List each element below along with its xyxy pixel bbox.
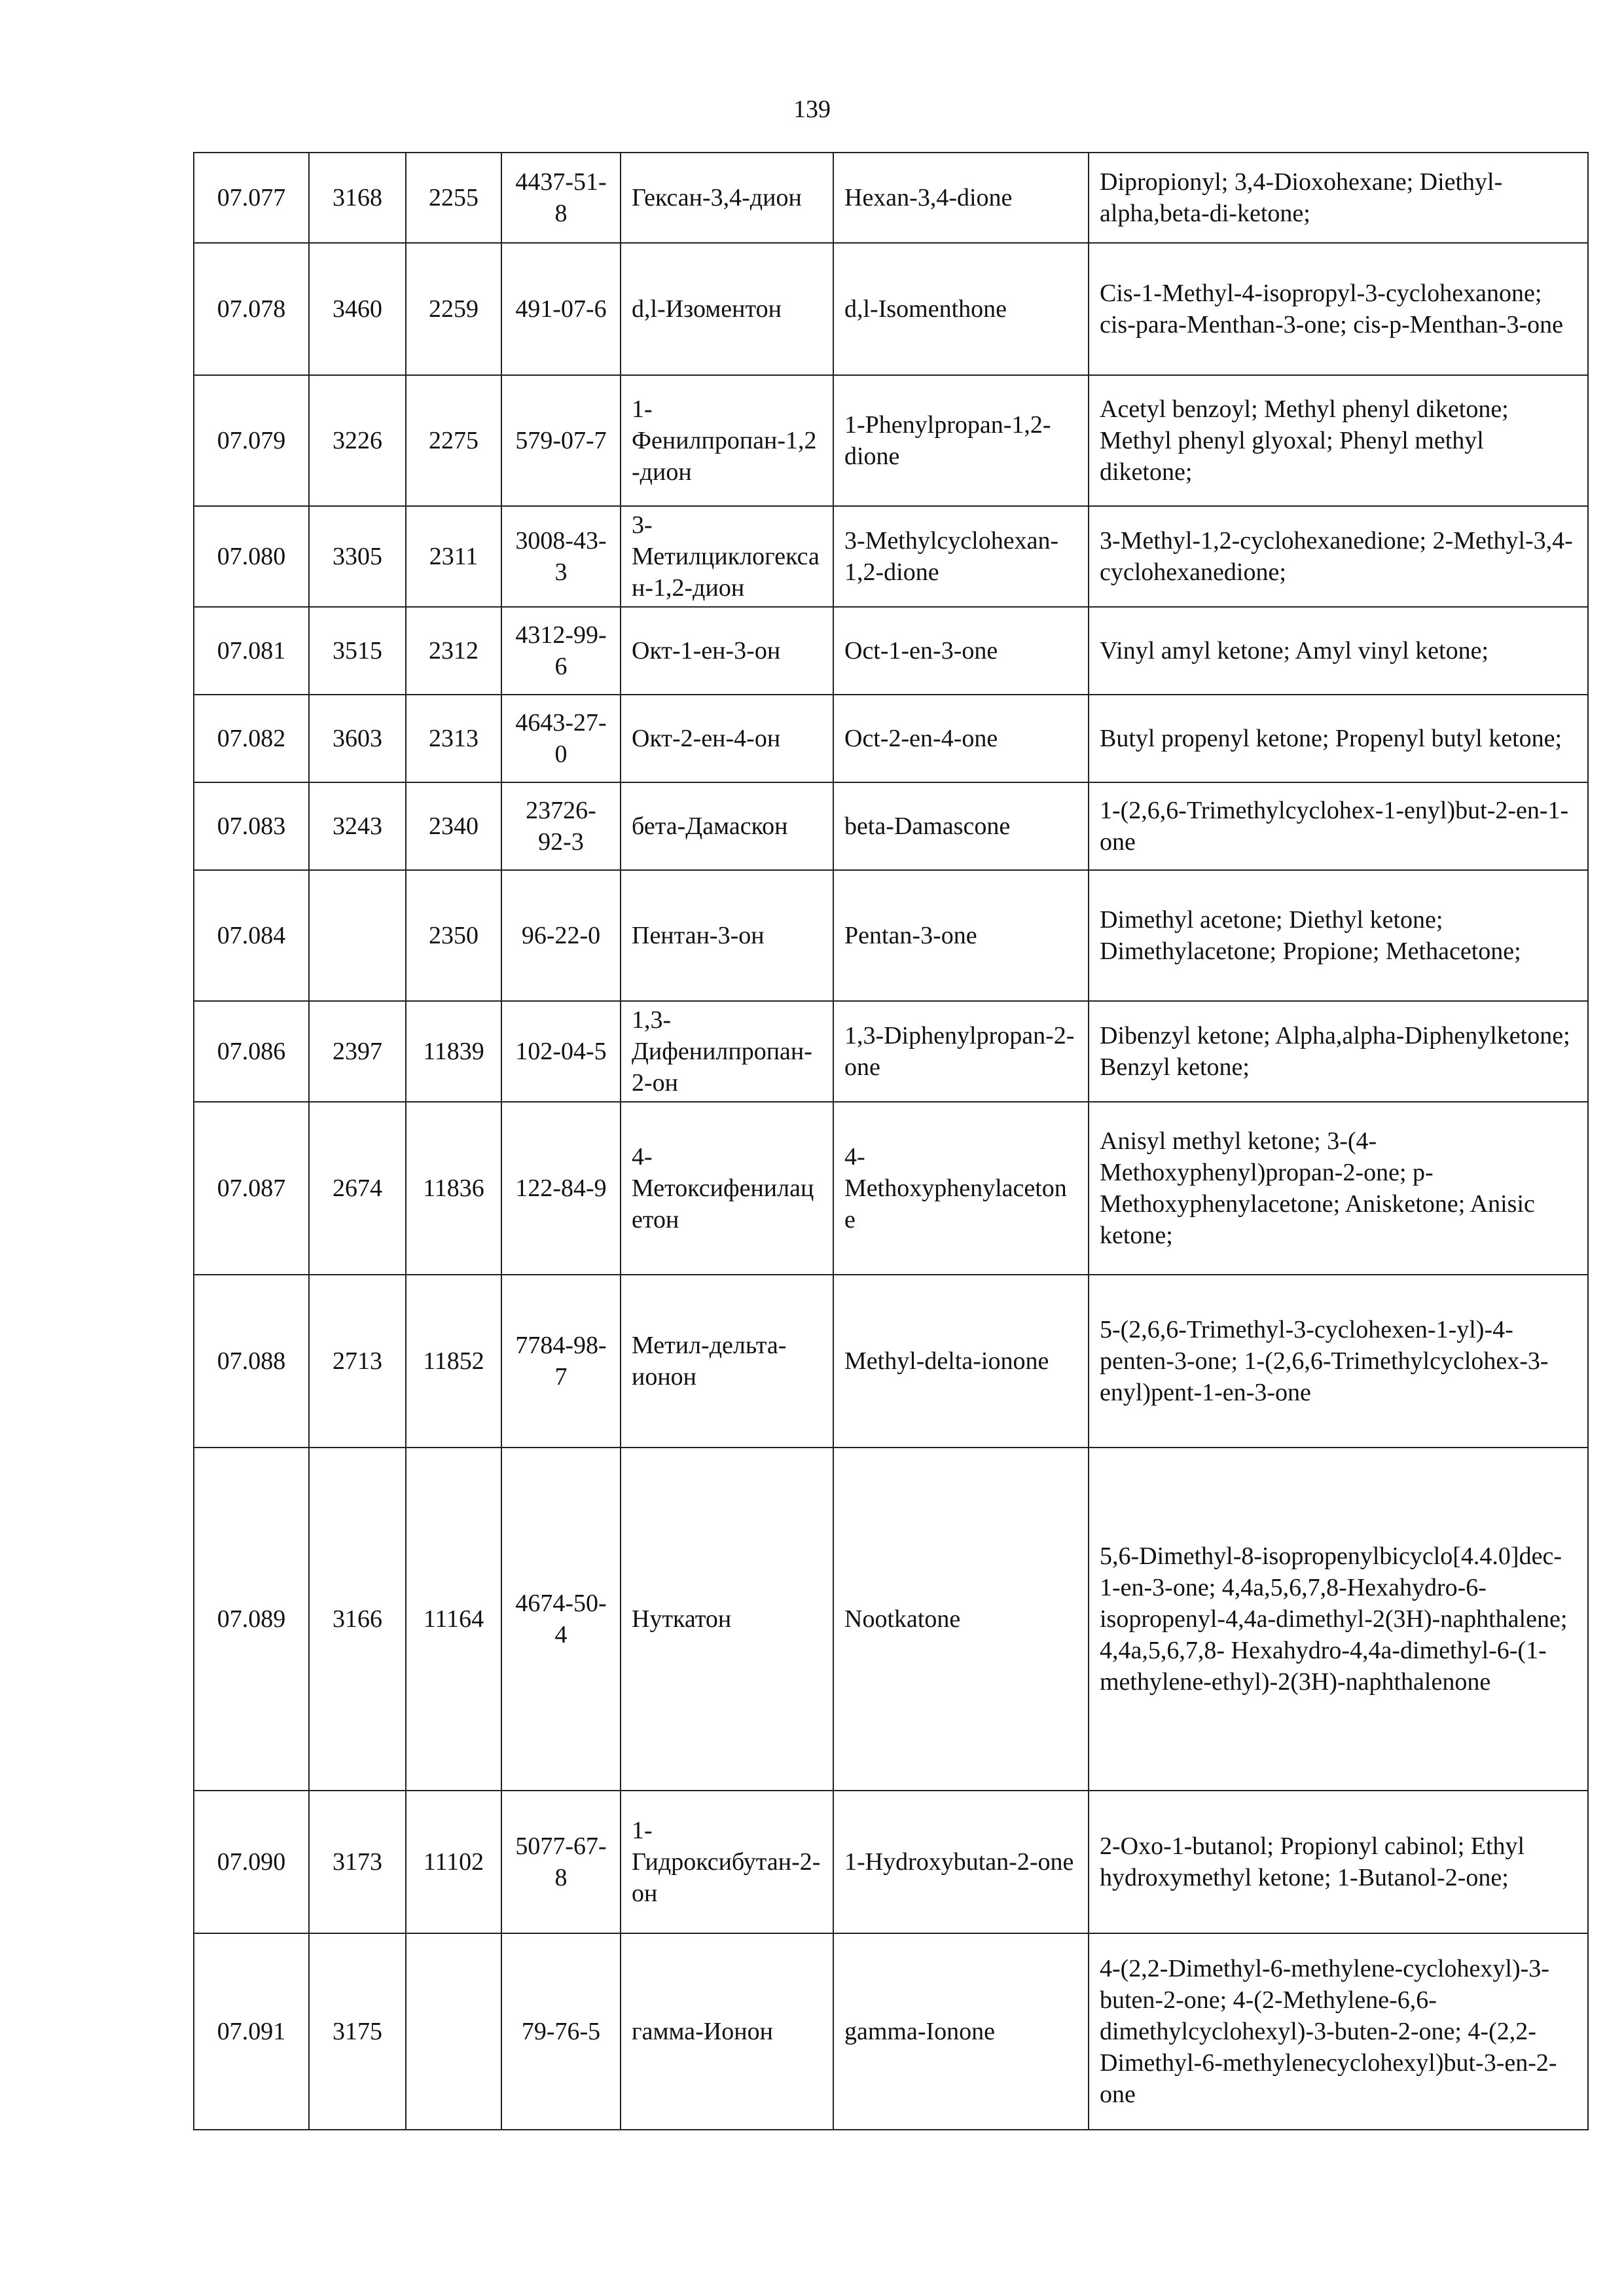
cas-number-cell: 3008-43-3 [501, 506, 621, 607]
row-number-cell: 07.084 [194, 870, 309, 1001]
row-number-cell: 07.089 [194, 1448, 309, 1791]
synonyms-cell: 5,6-Dimethyl-8-isopropenylbicyclo[4.4.0]dec-1-en-3-one; 4,4a,5,6,7,8-Hexahydro-6-isopropenyl-4,4a-dimethyl-2(3H)-naphthalene; 4,4a,5,6,7,8- Hexahydro-4,4a-dimethyl-6-(1-methylene-ethyl)-2(3H)-naphthalenone [1089, 1448, 1588, 1791]
cas-number-cell: 96-22-0 [501, 870, 621, 1001]
synonyms-cell: Anisyl methyl ketone; 3-(4-Methoxyphenyl)propan-2-one; p-Methoxyphenylacetone; Anisketone; Anisic ketone; [1089, 1102, 1588, 1275]
english-name-cell: 1-Hydroxybutan-2-one [833, 1791, 1089, 1933]
cas-number-cell: 5077-67-8 [501, 1791, 621, 1933]
russian-name-cell: бета-Дамаскон [621, 782, 833, 870]
coe-number-cell: 11164 [406, 1448, 501, 1791]
table-row [194, 1933, 1588, 2130]
table-row [194, 782, 1588, 870]
table-row [194, 1791, 1588, 1933]
coe-number-cell: 2350 [406, 870, 501, 1001]
coe-number-cell: 11852 [406, 1275, 501, 1448]
fema-number-cell: 3515 [309, 607, 406, 695]
cas-number-cell: 4674-50-4 [501, 1448, 621, 1791]
cas-number-cell: 79-76-5 [501, 1933, 621, 2130]
russian-name-cell: Окт-1-ен-3-он [621, 607, 833, 695]
row-number-cell: 07.086 [194, 1001, 309, 1102]
coe-number-cell [406, 1933, 501, 2130]
table-row [194, 153, 1588, 243]
cas-number-cell: 4437-51-8 [501, 153, 621, 243]
coe-number-cell: 2312 [406, 607, 501, 695]
russian-name-cell: Метил-дельта-ионон [621, 1275, 833, 1448]
russian-name-cell: 3-Метилциклогексан-1,2-дион [621, 506, 833, 607]
table-row [194, 375, 1588, 506]
fema-number-cell: 3168 [309, 153, 406, 243]
russian-name-cell: 1-Фенилпропан-1,2-дион [621, 375, 833, 506]
table-row [194, 870, 1588, 1001]
fema-number-cell: 3603 [309, 695, 406, 782]
russian-name-cell: 4-Метоксифенилацетон [621, 1102, 833, 1275]
english-name-cell: Pentan-3-one [833, 870, 1089, 1001]
row-number-cell: 07.078 [194, 243, 309, 375]
row-number-cell: 07.090 [194, 1791, 309, 1933]
table-row [194, 607, 1588, 695]
row-number-cell: 07.083 [194, 782, 309, 870]
english-name-cell: Hexan-3,4-dione [833, 153, 1089, 243]
coe-number-cell: 2255 [406, 153, 501, 243]
english-name-cell: 4-Methoxyphenylacetone [833, 1102, 1089, 1275]
synonyms-cell: Dipropionyl; 3,4-Dioxohexane; Diethyl-alpha,beta-di-ketone; [1089, 153, 1588, 243]
fema-number-cell: 2397 [309, 1001, 406, 1102]
synonyms-cell: Vinyl amyl ketone; Amyl vinyl ketone; [1089, 607, 1588, 695]
english-name-cell: Nootkatone [833, 1448, 1089, 1791]
russian-name-cell: Гексан-3,4-дион [621, 153, 833, 243]
fema-number-cell: 2713 [309, 1275, 406, 1448]
row-number-cell: 07.091 [194, 1933, 309, 2130]
coe-number-cell: 2311 [406, 506, 501, 607]
cas-number-cell: 122-84-9 [501, 1102, 621, 1275]
english-name-cell: 3-Methylcyclohexan-1,2-dione [833, 506, 1089, 607]
english-name-cell: beta-Damascone [833, 782, 1089, 870]
fema-number-cell: 3173 [309, 1791, 406, 1933]
synonyms-cell: Dibenzyl ketone; Alpha,alpha-Diphenylketone; Benzyl ketone; [1089, 1001, 1588, 1102]
row-number-cell: 07.088 [194, 1275, 309, 1448]
synonyms-cell: 3-Methyl-1,2-cyclohexanedione; 2-Methyl-3,4-cyclohexanedione; [1089, 506, 1588, 607]
russian-name-cell: Пентан-3-он [621, 870, 833, 1001]
coe-number-cell: 11839 [406, 1001, 501, 1102]
cas-number-cell: 579-07-7 [501, 375, 621, 506]
russian-name-cell: Нуткатон [621, 1448, 833, 1791]
table-row [194, 1448, 1588, 1791]
english-name-cell: Oct-1-en-3-one [833, 607, 1089, 695]
english-name-cell: Methyl-delta-ionone [833, 1275, 1089, 1448]
russian-name-cell: гамма-Ионон [621, 1933, 833, 2130]
page-number: 139 [793, 96, 831, 123]
coe-number-cell: 2313 [406, 695, 501, 782]
english-name-cell: Oct-2-en-4-one [833, 695, 1089, 782]
table-row [194, 1001, 1588, 1102]
fema-number-cell: 3166 [309, 1448, 406, 1791]
flavouring-substances-table [193, 152, 1589, 2130]
cas-number-cell: 4312-99-6 [501, 607, 621, 695]
cas-number-cell: 491-07-6 [501, 243, 621, 375]
synonyms-cell: Dimethyl acetone; Diethyl ketone; Dimethylacetone; Propione; Methacetone; [1089, 870, 1588, 1001]
synonyms-cell: Acetyl benzoyl; Methyl phenyl diketone; Methyl phenyl glyoxal; Phenyl methyl diketone; [1089, 375, 1588, 506]
russian-name-cell: d,l-Изоментон [621, 243, 833, 375]
row-number-cell: 07.077 [194, 153, 309, 243]
fema-number-cell [309, 870, 406, 1001]
synonyms-cell: 1-(2,6,6-Trimethylcyclohex-1-enyl)but-2-en-1-one [1089, 782, 1588, 870]
fema-number-cell: 3226 [309, 375, 406, 506]
fema-number-cell: 3305 [309, 506, 406, 607]
coe-number-cell: 2275 [406, 375, 501, 506]
synonyms-cell: Butyl propenyl ketone; Propenyl butyl ketone; [1089, 695, 1588, 782]
cas-number-cell: 4643-27-0 [501, 695, 621, 782]
coe-number-cell: 2340 [406, 782, 501, 870]
synonyms-cell: 5-(2,6,6-Trimethyl-3-cyclohexen-1-yl)-4-penten-3-one; 1-(2,6,6-Trimethylcyclohex-3-enyl)pent-1-en-3-one [1089, 1275, 1588, 1448]
synonyms-cell: Cis-1-Methyl-4-isopropyl-3-cyclohexanone; cis-para-Menthan-3-one; cis-p-Menthan-3-one [1089, 243, 1588, 375]
table-row [194, 1102, 1588, 1275]
table-row [194, 506, 1588, 607]
table-row [194, 1275, 1588, 1448]
fema-number-cell: 3243 [309, 782, 406, 870]
coe-number-cell: 11836 [406, 1102, 501, 1275]
cas-number-cell: 23726-92-3 [501, 782, 621, 870]
synonyms-cell: 4-(2,2-Dimethyl-6-methylene-cyclohexyl)-3-buten-2-one; 4-(2-Methylene-6,6-dimethylcyclohexyl)-3-buten-2-one; 4-(2,2-Dimethyl-6-methylenecyclohexyl)but-3-en-2-one [1089, 1933, 1588, 2130]
english-name-cell: 1,3-Diphenylpropan-2-one [833, 1001, 1089, 1102]
row-number-cell: 07.080 [194, 506, 309, 607]
english-name-cell: d,l-Isomenthone [833, 243, 1089, 375]
english-name-cell: gamma-Ionone [833, 1933, 1089, 2130]
cas-number-cell: 7784-98-7 [501, 1275, 621, 1448]
fema-number-cell: 3175 [309, 1933, 406, 2130]
fema-number-cell: 3460 [309, 243, 406, 375]
cas-number-cell: 102-04-5 [501, 1001, 621, 1102]
russian-name-cell: Окт-2-ен-4-он [621, 695, 833, 782]
coe-number-cell: 2259 [406, 243, 501, 375]
row-number-cell: 07.079 [194, 375, 309, 506]
row-number-cell: 07.081 [194, 607, 309, 695]
table-row [194, 695, 1588, 782]
synonyms-cell: 2-Oxo-1-butanol; Propionyl cabinol; Ethyl hydroxymethyl ketone; 1-Butanol-2-one; [1089, 1791, 1588, 1933]
english-name-cell: 1-Phenylpropan-1,2-dione [833, 375, 1089, 506]
table-row [194, 243, 1588, 375]
russian-name-cell: 1,3-Дифенилпропан-2-он [621, 1001, 833, 1102]
coe-number-cell: 11102 [406, 1791, 501, 1933]
russian-name-cell: 1-Гидроксибутан-2-он [621, 1791, 833, 1933]
row-number-cell: 07.082 [194, 695, 309, 782]
row-number-cell: 07.087 [194, 1102, 309, 1275]
fema-number-cell: 2674 [309, 1102, 406, 1275]
